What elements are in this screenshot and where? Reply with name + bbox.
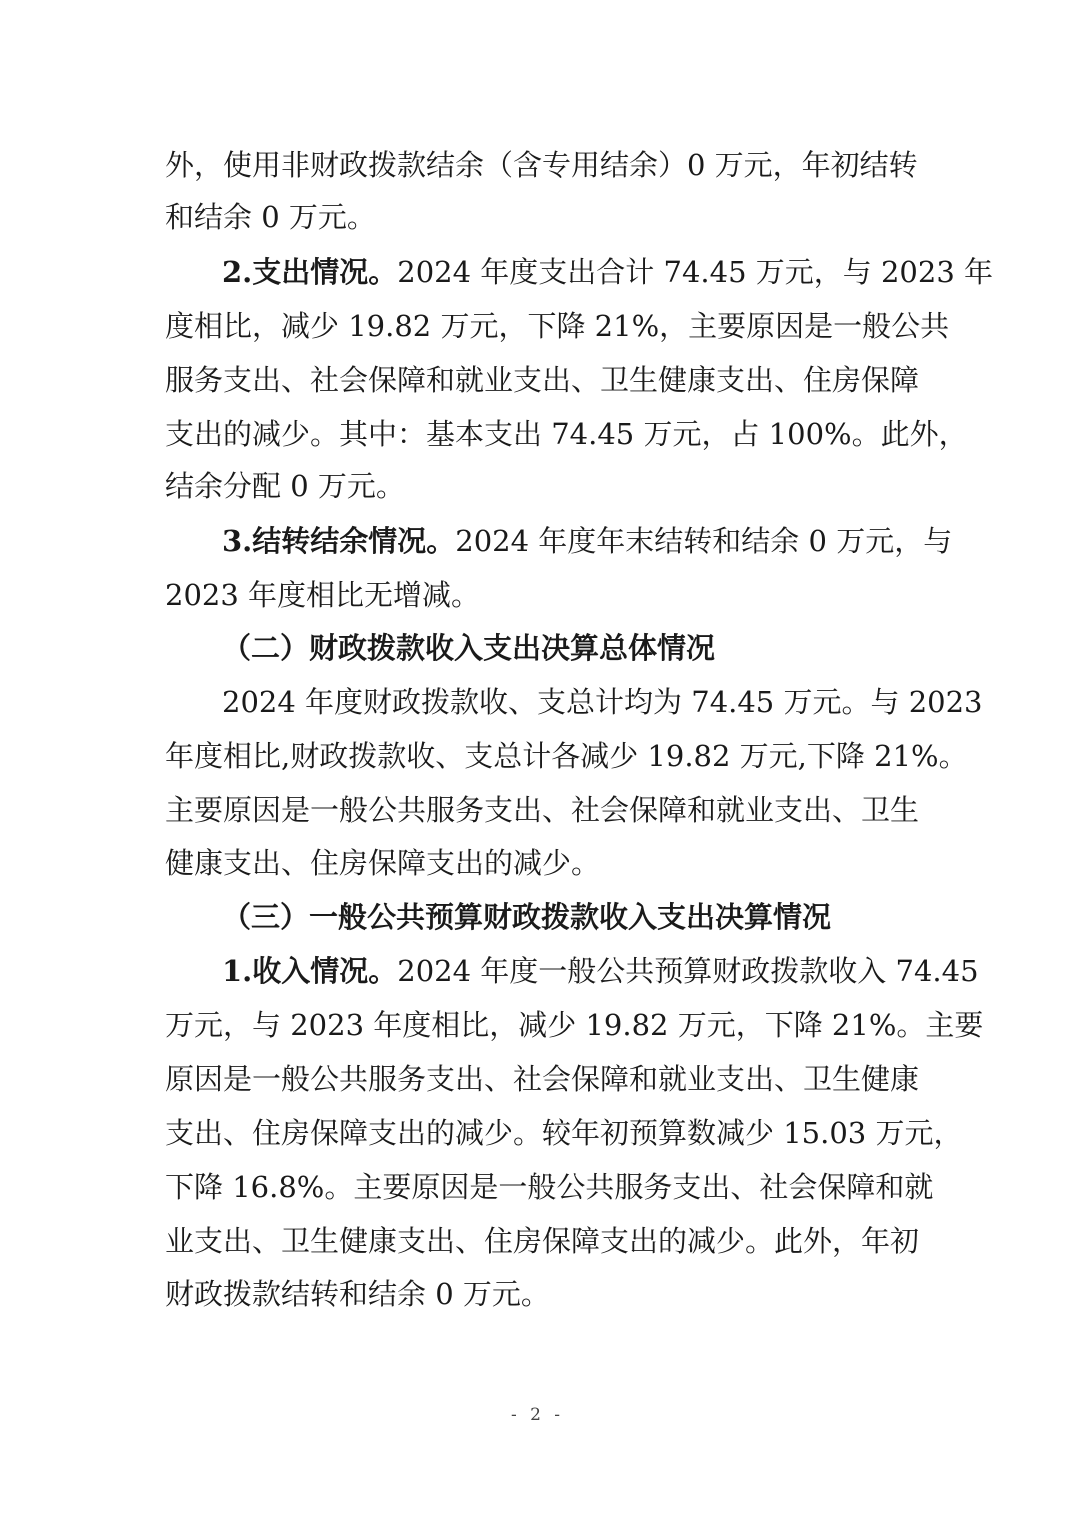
paragraph-line: 度相比，减少 19.82 万元，下降 21%，主要原因是一般公共 (165, 309, 950, 343)
paragraph-text: 2024 年度一般公共预算财政拨款收入 74.45 (397, 954, 979, 988)
paragraph-line (222, 521, 953, 561)
paragraph-text: 2024 年度年末结转和结余 0 万元，与 (455, 524, 953, 558)
paragraph-line (222, 252, 993, 292)
paragraph-line: 结余分配 0 万元。 (165, 469, 405, 503)
paragraph-line: 年度相比,财政拨款收、支总计各减少 19.82 万元,下降 21%。 (165, 739, 968, 773)
paragraph-line: 财政拨款结转和结余 0 万元。 (165, 1277, 550, 1311)
paragraph-line: 万元，与 2023 年度相比，减少 19.82 万元，下降 21%。主要 (165, 1008, 984, 1042)
paragraph-text: 2024 年度支出合计 74.45 万元，与 2023 年 (397, 255, 993, 289)
section-heading: （二）财政拨款收入支出决算总体情况 (222, 631, 716, 665)
paragraph-line: 和结余 0 万元。 (165, 200, 376, 234)
section-heading: （三）一般公共预算财政拨款收入支出决算情况 (222, 900, 832, 934)
paragraph-line (222, 951, 979, 991)
paragraph-line: 健康支出、住房保障支出的减少。 (165, 846, 601, 880)
paragraph-line: 外，使用非财政拨款结余（含专用结余）0 万元，年初结转 (165, 148, 918, 182)
section-label-income: 1.收入情况。 (222, 954, 398, 988)
page-number: - 2 - (510, 1405, 565, 1425)
paragraph-line: 支出的减少。其中：基本支出 74.45 万元，占 100%。此外， (165, 417, 968, 451)
paragraph-line: 业支出、卫生健康支出、住房保障支出的减少。此外，年初 (165, 1224, 920, 1258)
paragraph-line: 服务支出、社会保障和就业支出、卫生健康支出、住房保障 (165, 363, 920, 397)
section-label-expense: 2.支出情况。 (222, 255, 398, 289)
paragraph-line: 2024 年度财政拨款收、支总计均为 74.45 万元。与 2023 (222, 685, 983, 719)
section-label-carryover: 3.结转结余情况。 (222, 524, 456, 558)
paragraph-line: 支出、住房保障支出的减少。较年初预算数减少 15.03 万元， (165, 1116, 963, 1150)
paragraph-line: 2023 年度相比无增减。 (165, 578, 481, 612)
paragraph-line: 主要原因是一般公共服务支出、社会保障和就业支出、卫生 (165, 793, 920, 827)
paragraph-line: 原因是一般公共服务支出、社会保障和就业支出、卫生健康 (165, 1062, 920, 1096)
paragraph-line: 下降 16.8%。主要原因是一般公共服务支出、社会保障和就 (165, 1170, 934, 1204)
